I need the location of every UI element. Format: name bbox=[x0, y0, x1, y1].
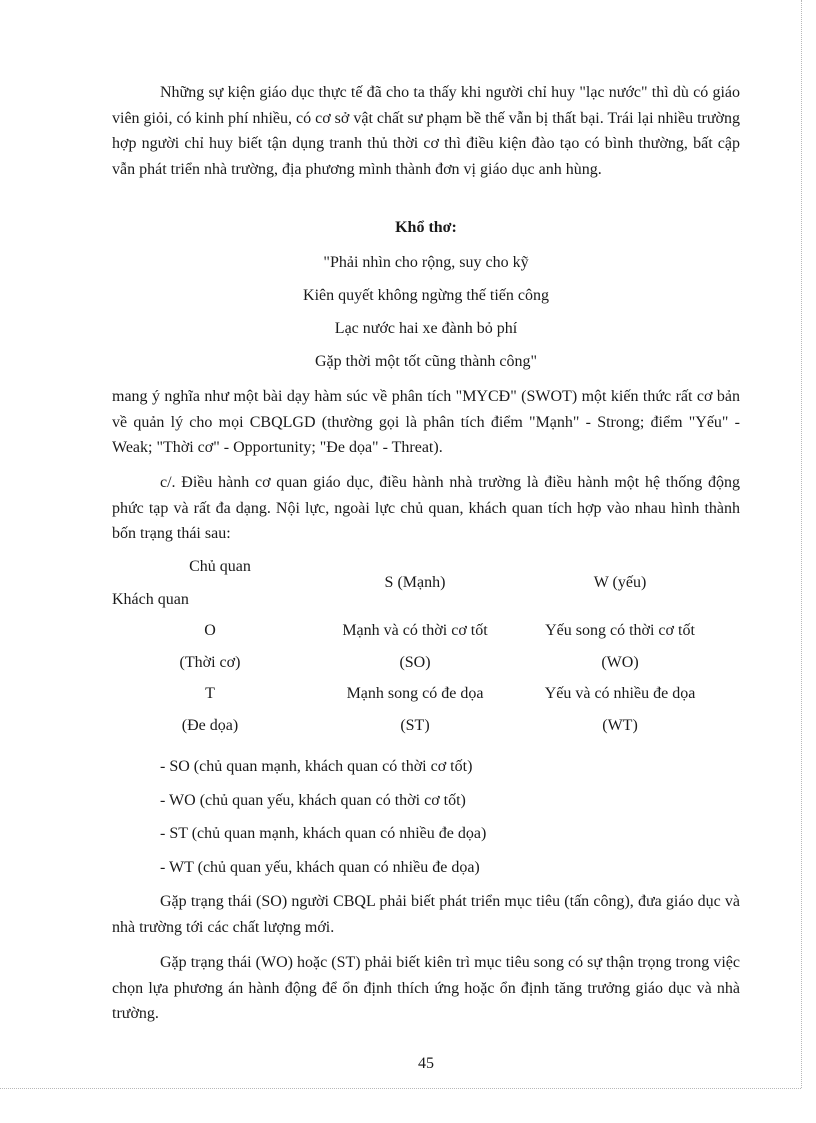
cell-st-code: (ST) bbox=[400, 717, 430, 734]
row-header-opportunity-label: (Thời cơ) bbox=[179, 654, 241, 671]
bullet-st: - ST (chủ quan mạnh, khách quan có nhiều đe dọa) bbox=[160, 825, 487, 842]
poem-line-1: "Phải nhìn cho rộng, suy cho kỹ bbox=[323, 254, 529, 271]
cell-wo: Yếu song có thời cơ tốt bbox=[545, 622, 695, 639]
paragraph-wo-st-state: Gặp trạng thái (WO) hoặc (ST) phải biết kiên trì mục tiêu song có sự thận trọng trong việc chọn lựa phương án hành động để ổn định thích ứng hoặc ổn định tăng trưởng giáo dục và nhà trường. bbox=[112, 954, 740, 1022]
paragraph-states: c/. Điều hành cơ quan giáo dục, điều hành nhà trường là điều hành một hệ thống động phức tạp và rất đa dạng. Nội lực, ngoài lực chủ quan, khách quan tích hợp vào nhau hình thành bốn trạng thái sau: bbox=[112, 474, 740, 542]
poem-title: Khổ thơ: bbox=[395, 219, 457, 236]
bullet-so: - SO (chủ quan mạnh, khách quan có thời cơ tốt) bbox=[160, 758, 473, 775]
bullet-wo: - WO (chủ quan yếu, khách quan có thời cơ tốt) bbox=[160, 792, 466, 809]
column-header-weak: W (yếu) bbox=[593, 574, 647, 591]
cell-wt-code: (WT) bbox=[602, 717, 638, 734]
row-header-threat: T bbox=[205, 685, 215, 702]
poem-line-3: Lạc nước hai xe đành bỏ phí bbox=[334, 320, 518, 337]
poem-line-4: Gặp thời một tốt cũng thành công" bbox=[314, 353, 538, 370]
poem-line-2: Kiên quyết không ngừng thế tiến công bbox=[303, 287, 549, 304]
bullet-wt: - WT (chủ quan yếu, khách quan có nhiều đe dọa) bbox=[160, 859, 480, 876]
page-border-bottom bbox=[0, 1088, 801, 1089]
cell-wo-code: (WO) bbox=[601, 654, 639, 671]
cell-st: Mạnh song có đe dọa bbox=[346, 685, 484, 702]
row-header-opportunity: O bbox=[204, 622, 216, 639]
corner-subjective: Chủ quan bbox=[189, 558, 251, 575]
cell-wt: Yếu và có nhiều đe dọa bbox=[544, 685, 696, 702]
column-header-strong: S (Mạnh) bbox=[384, 574, 446, 591]
paragraph-intro: Những sự kiện giáo dục thực tế đã cho ta thấy khi người chỉ huy "lạc nước" thì dù có giáo viên giỏi, có kinh phí nhiều, có cơ sở vật chất sư phạm bề thế vẫn bị thất bại. Trái lại nhiều trường hợp người chỉ huy biết tận dụng tranh thủ thời cơ thì điều kiện đào tạo có bình thường, bất cập vẫn phát triển nhà trường, địa phương mình thành đơn vị giáo dục anh hùng. bbox=[112, 84, 740, 178]
cell-so: Mạnh và có thời cơ tốt bbox=[342, 622, 488, 639]
paragraph-swot-meaning: mang ý nghĩa như một bài dạy hàm súc về phân tích "MYCĐ" (SWOT) một kiến thức rất cơ bản về quản lý cho mọi CBQLGD (thường gọi là phân tích điểm "Mạnh" - Strong; điểm "Yếu" - Weak; "Thời cơ" - Opportunity; "Đe dọa" - Threat). bbox=[112, 388, 740, 456]
corner-objective: Khách quan bbox=[112, 591, 189, 608]
row-header-threat-label: (Đe dọa) bbox=[181, 717, 239, 734]
page-number: 45 bbox=[418, 1055, 434, 1072]
cell-so-code: (SO) bbox=[399, 654, 431, 671]
page-border-right bbox=[801, 0, 802, 1088]
paragraph-so-state: Gặp trạng thái (SO) người CBQL phải biết phát triển mục tiêu (tấn công), đưa giáo dục và nhà trường tới các chất lượng mới. bbox=[112, 893, 740, 936]
